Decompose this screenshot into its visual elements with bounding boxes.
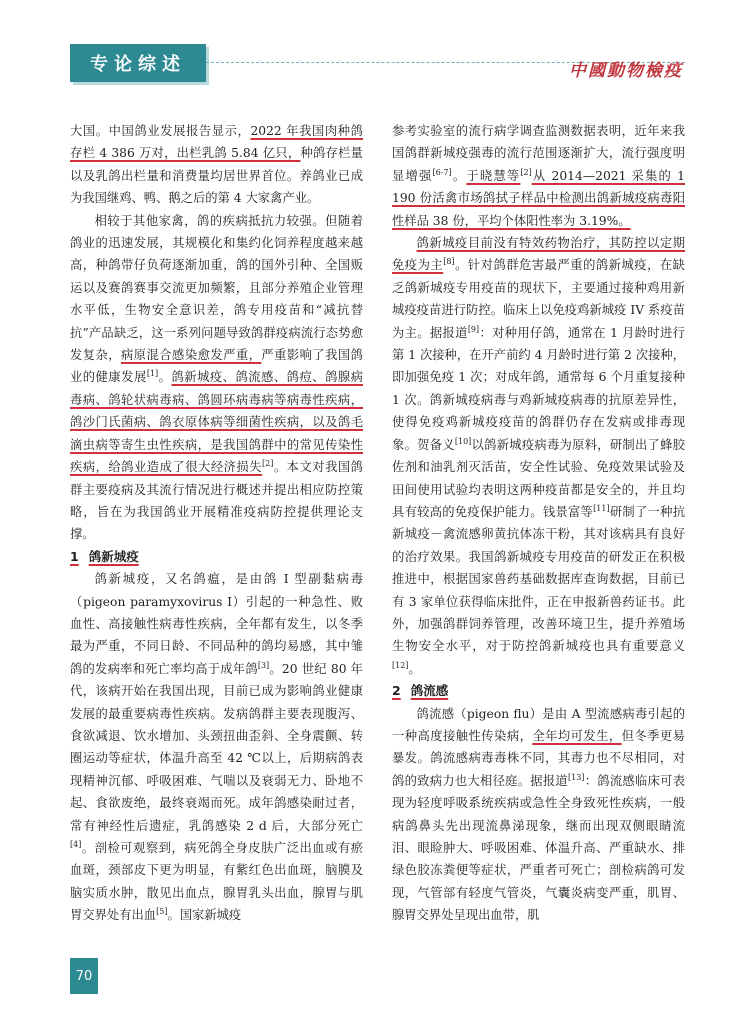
citation: [10] [454,436,472,446]
citation: [11] [593,503,610,513]
section-heading-2: 2 鸽流感 [392,683,449,699]
citation: [12] [392,660,409,670]
citation: [4] [70,839,82,849]
citation: [1] [146,369,159,379]
citation: [2] [520,167,532,177]
paragraph: 鸽新城疫，又名鸽瘟，是由鸽 I 型副黏病毒（pigeon paramyxovirus I）引起的一种急性、败血性、高接触性病毒性疾病，全年都有发生，以冬季最为严重，不同日龄、不同品种的鸽均易感，其中雏鸽的发病率和死亡率均高于成年鸽[3]。20 世纪 80 年代，该病开始在我国出现，目前已成为影响鸽业健康发展的最重要病毒性疾病。发病鸽群主要表现腹泻、食欲减退、饮水增加、头颈扭曲歪斜、全身震颤、转圈运动等症状，体温升高至 42 ℃以上，后期病鸽表现精神沉郁、呼吸困难、气喘以及衰弱无力、卧地不起、食欲废绝，最终衰竭而死。成年鸽感染耐过者，常有神经性后遗症，乳鸽感染 2 d 后，大部分死亡[4]。剖检可观察到，病死鸽全身皮肤广泛出血或有瘀血斑，颈部皮下更为明显，有紫红色出血斑，脑膜及脑实质水肿，散见出血点，腺胃乳头出血，腺胃与肌胃交界处有出血[5]。国家新城疫 [70,572,363,923]
citation: [13] [568,772,585,782]
citation: [3] [257,660,270,670]
citation: [9] [467,324,480,334]
paragraph: 大国。中国鸽业发展报告显示，2022 年我国肉种鸽存栏 4 386 万对，出栏乳鸽 5.84 亿只，种鸽存栏量以及乳鸽出栏量和消费量均居世界首位。养鸽业已成为我国继鸡、鸭、鹅之后的第 4 大家禽产业。 [70,124,363,206]
paragraph: 相较于其他家禽，鸽的疾病抵抗力较强。但随着鸽业的迅速发展，其规模化和集约化饲养程度越来越高，种鸽带仔负荷逐渐加重，鸽的国外引种、全国贩运以及赛鸽赛事交流更加频繁，且部分养殖企业管理水平低，生物安全意识差，鸽专用疫苗和“减抗替抗”产品缺乏，这一系列问题导致鸽群疫病流行态势愈发复杂，病原混合感染愈发严重，严重影响了我国鸽业的健康发展[1]。鸽新城疫、鸽流感、鸽痘、鸽腺病毒病、鸽轮状病毒病、鸽圆环病毒病等病毒性疾病，鸽沙门氏菌病、鸽衣原体病等细菌性疾病，以及鸽毛滴虫病等寄生虫性疾病，是我国鸽群中的常见传染性疾病，给鸽业造成了很大经济损失[2]。本文对我国鸽群主要疫病及其流行情况进行概述并提出相应防控策略，旨在为我国鸽业开展精准疫病防控提供理论支撑。 [70,213,363,542]
citation: [2] [262,459,274,468]
paragraph: 参考实验室的流行病学调查监测数据表明，近年来我国鸽群新城疫强毒的流行范围逐渐扩大，流行强度明显增强[6-7]。于晓慧等[2]从 2014—2021 采集的 1 190 份活禽市场鸽拭子样品中检测出鸽新城疫病毒阳性样品 38 份，平均个体阳性率为 3.19%。 [392,124,685,228]
paragraph: 鸽流感（pigeon flu）是由 A 型流感病毒引起的一种高度接触性传染病，全年均可发生，但冬季更易暴发。鸽流感病毒毒株不同，其毒力也不尽相同，对鸽的致病力也大相径庭。据报道[13]：鸽流感临床可表现为轻度呼吸系统疾病或急性全身致死性疾病，一般病鸽鼻头先出现流鼻涕现象，继而出现双侧眼睛流泪、眼睑肿大、呼吸困难、体温升高、严重缺水、排绿色胶冻粪便等症状，严重者可死亡；剖检病鸽可发现，气管部有轻度气管炎，气囊炎病变严重，肌胃、腺胃交界处呈现出血带，肌 [392,706,685,923]
page-number: 70 [70,958,98,994]
right-column [392,120,685,927]
section-heading-1: 1 鸽新城疫 [70,548,139,564]
journal-name: 中國動物檢疫 [569,61,683,81]
left-column [70,120,363,927]
citation: [5] [156,907,168,917]
citation: [8] [443,257,455,267]
paragraph: 鸽新城疫目前没有特效药物治疗，其防控以定期免疫为主[8]。针对鸽群危害最严重的鸽新城疫，在缺乏鸽新城疫专用疫苗的现状下，主要通过接种鸡用新城疫疫苗进行防控。临床上以免疫鸡新城疫 IV 系疫苗为主。据报道[9]：对种用仔鸽，通常在 1 月龄时进行第 1 次接种，在开产前约 4 月龄时进行第 2 次接种，即加强免疫 1 次；对成年鸽，通常每 6 个月重复接种 1 次。鸽新城疫病毒与鸡新城疫病毒的抗原差异性，使得免疫鸡新城疫疫苗的鸽群仍存在发病或排毒现象。贺备义[10]以鸽新城疫病毒为原料，研制出了蜂胶佐剂和油乳剂灭活苗，安全性试验、免疫效果试验及田间使用试验均表明这两种疫苗都是安全的，并且均具有较高的免疫保护能力。钱景富等[11]研制了一种抗新城疫－禽流感卵黄抗体冻干粉，其对该病具有良好的治疗效果。我国鸽新城疫专用疫苗的研发正在积极推进中，根据国家兽药基础数据库查询数据，目前已有 3 家单位获得临床批件，正在申报新兽药证书。此外，加强鸽群饲养管理，改善环境卫生，提升养殖场生物安全水平，对于防控鸽新城疫也具有重要意义[12]。 [392,236,685,676]
section-label: 专论综述 [70,44,206,82]
citation: [6-7] [432,167,452,177]
